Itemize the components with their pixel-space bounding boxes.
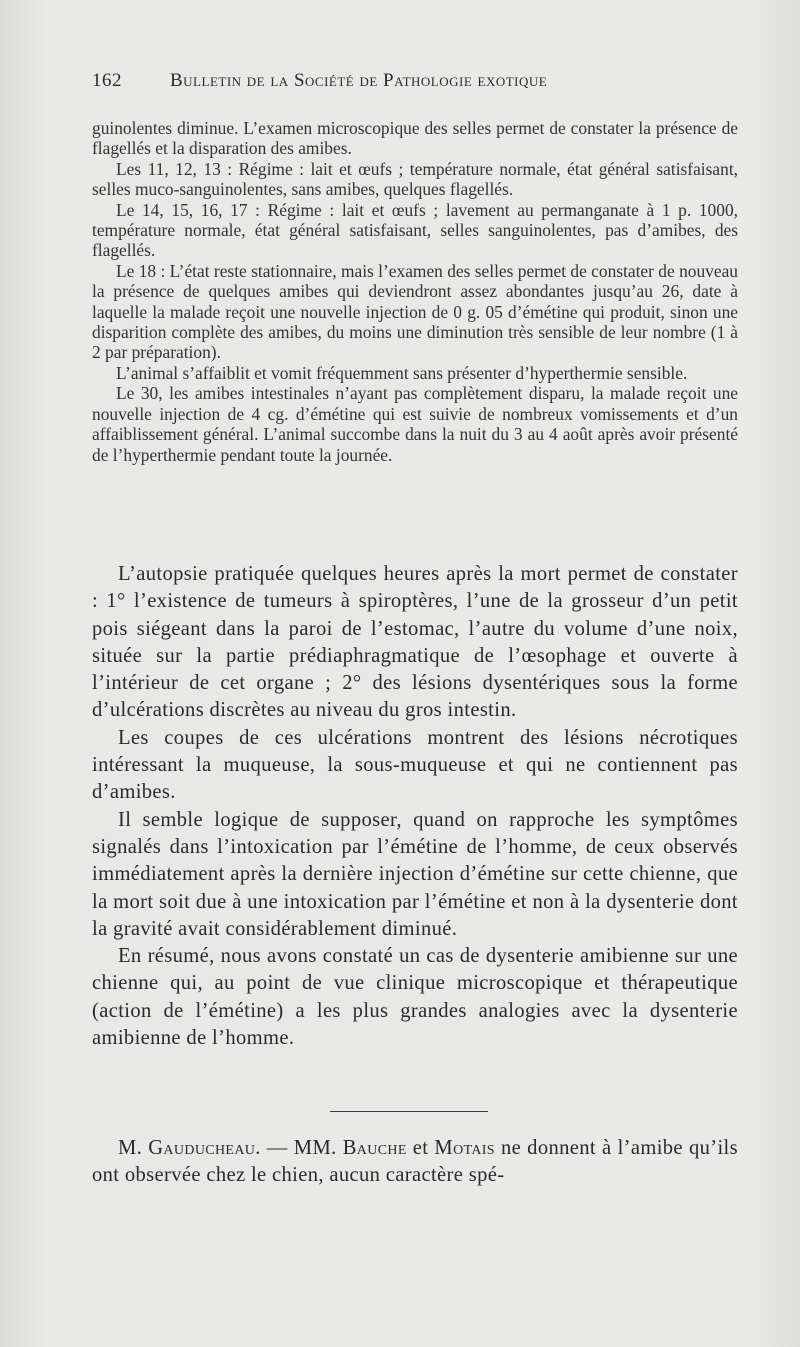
conjunction: et [406,1137,435,1159]
discussion-text: ne donnent à l’amibe qu’ils ont observée chez le chien, aucun caractère spé- [92,1137,738,1187]
dash: — MM. [260,1137,343,1159]
paragraph: Le 14, 15, 16, 17 : Régime : lait et œufs ; lavement au permanganate à 1 p. 1000, température normale, état général satisfaisant, selles sanguinolentes, pas d’amibes, des flagellés. [92,199,738,261]
paragraph: L’autopsie pratiquée quelques heures après la mort permet de constater : 1° l’existence de tumeurs à spiroptères, l’une de la grosseur d’un petit pois siégeant dans la paroi de l’estomac, l’autre du volume d’une noix, située sur la partie prédiaphragmatique de l’œsophage et ouverte à l’intérieur de cet organe ; 2° des lésions dysentériques sous la forme d’ulcérations discrètes au niveau du gros intestin. [92,563,738,722]
section-divider [330,1111,488,1112]
main-text [92,561,738,1052]
paragraph: Le 30, les amibes intestinales n’ayant pas complètement disparu, la malade reçoit une nouvelle injection de 4 cg. d’émétine qui est suivie de nombreux vomissements et d’un affaiblissement général. L’animal succombe dans la nuit du 3 au 4 août après avoir présenté de l’hyperthermie pendant toute la journée. [92,383,738,465]
paragraph: En résumé, nous avons constaté un cas de dysenterie amibienne sur une chienne qui, au point de vue clinique microscopique et thérapeutique (action de l’émétine) a les plus grandes analogies avec la dysenterie amibienne de l’homme. [92,945,738,1050]
paragraph [92,1135,738,1190]
paragraph: L’animal s’affaiblit et vomit fréquemment sans présenter d’hyperthermie sensible. [116,362,688,383]
paragraph: Les 11, 12, 13 : Régime : lait et œufs ; température normale, état général satisfaisant, selles muco-sanguinolentes, sans amibes, quelques flagellés. [92,158,738,200]
page-number: 162 [92,70,122,91]
running-header [92,70,732,92]
author-name: Bauche [342,1137,407,1159]
paragraph: Les coupes de ces ulcérations montrent des lésions nécrotiques intéressant la muqueuse, la sous-muqueuse et qui ne contiennent pas d’amibes. [92,726,738,804]
speaker-name: M. Gauducheau. [118,1137,261,1159]
author-name: Motais [434,1137,495,1159]
paragraph: guinolentes diminue. L’examen microscopique des selles permet de constater la présence de flagellés et la disparation des amibes. [92,118,738,159]
journal-title: Bulletin de la Société de Pathologie exotique [170,70,548,91]
discussion [92,1135,738,1190]
case-notes [92,118,738,465]
paragraph: Le 18 : L’état reste stationnaire, mais l’examen des selles permet de constater de nouveau la présence de quelques amibes qui deviendront assez abondantes jusqu’au 26, date à laquelle la malade reçoit une nouvelle injection de 0 g. 05 d’émétine qui produit, sinon une disparition complète des amibes, du moins une diminution très sensible de leur nombre (1 à 2 par préparation). [92,260,738,363]
paragraph: Il semble logique de supposer, quand on rapproche les symptômes signalés dans l’intoxication par l’émétine de l’homme, de ceux observés immédiatement après la dernière injection d’émétine sur cette chienne, que la mort soit due à une intoxication par l’émétine et non à la dysenterie dont la gravité avait considérablement diminué. [92,808,738,940]
